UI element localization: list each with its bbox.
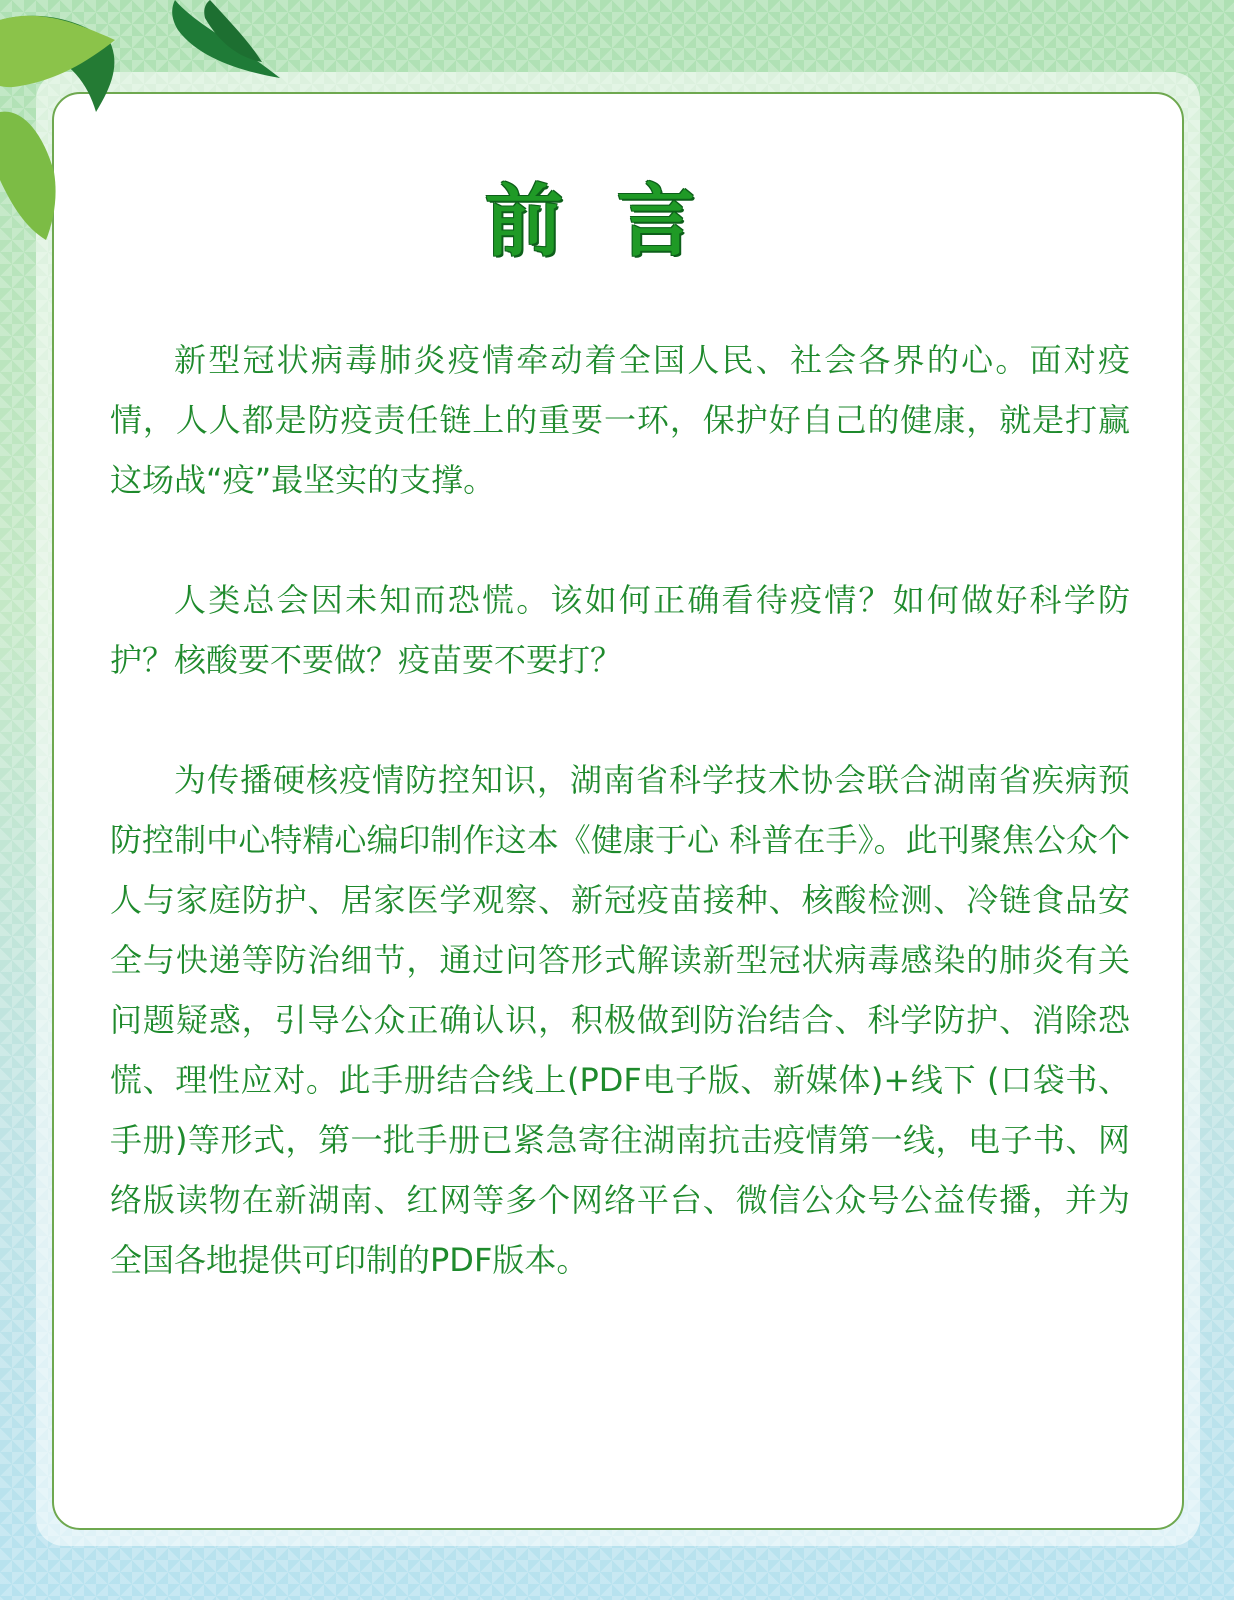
paragraph-2: 人类总会因未知而恐慌。该如何正确看待疫情？如何做好科学防护？核酸要不要做？疫苗要不要打？ (110, 581, 1130, 679)
paragraph-3: 为传播硬核疫情防控知识，湖南省科学技术协会联合湖南省疾病预防控制中心特精心编印制作这本《健康于心 科普在手》。此刊聚焦公众个人与家庭防护、居家医学观察、新冠疫苗接种、核酸检测、冷链食品安全与快递等防治细节，通过问答形式解读新型冠状病毒感染的肺炎有关问题疑惑，引导公众正确认识，积极做到防治结合、科学防护、消除恐慌、理性应对。此手册结合线上(PDF电子版、新媒体)+线下 (口袋书、手册)等形式，第一批手册已紧急寄往湖南抗击疫情第一线，电子书、网络版读物在新湖南、红网等多个网络平台、微信公众号公益传播，并为全国各地提供可印制的PDF版本。 (110, 761, 1130, 1279)
preface-body (110, 330, 1130, 1290)
paragraph-1: 新型冠状病毒肺炎疫情牵动着全国人民、社会各界的心。面对疫情，人人都是防疫责任链上的重要一环，保护好自己的健康，就是打赢这场战“疫”最坚实的支撑。 (110, 341, 1130, 499)
page-title: 前言 (484, 177, 749, 267)
